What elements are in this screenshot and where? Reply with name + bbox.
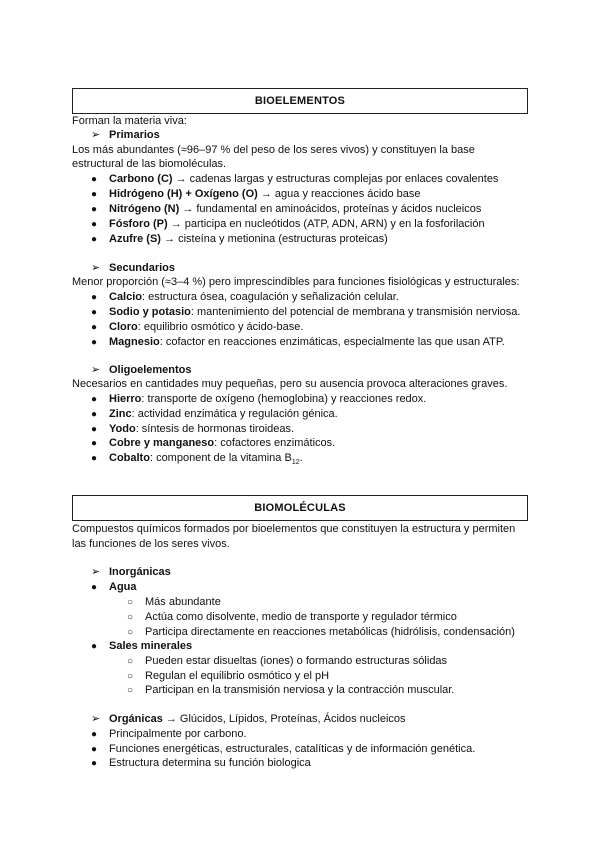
item-desc: Estructura determina su función biologica <box>109 757 311 769</box>
subheading-primarios <box>91 128 160 142</box>
subheading-secundarios <box>91 261 175 275</box>
bullet-icon: ● <box>91 438 98 449</box>
subscript: 12 <box>291 459 300 467</box>
section-title-text: BIOELEMENTOS <box>254 95 346 107</box>
item-term: Agua <box>109 581 137 593</box>
bullet-icon: ● <box>91 292 98 303</box>
item-desc: : component de la vitamina B <box>149 452 292 464</box>
subheading-desc: → Glúcidos, Lípidos, Proteínas, Ácidos nucleicos <box>162 713 406 725</box>
item-term: Calcio <box>109 291 143 303</box>
item-term: Hidrógeno (H) + Oxígeno (O) <box>109 188 258 200</box>
bullet-icon: ● <box>91 394 98 405</box>
item-desc: Funciones energéticas, estructurales, catalíticas y de información genética. <box>109 743 476 755</box>
item-desc: : equilibrio osmótico y ácido-base. <box>137 321 304 333</box>
list-item <box>91 320 303 335</box>
paragraph-line: las funciones de los seres vivos. <box>72 538 230 550</box>
section-title-bioelementos <box>72 88 528 114</box>
bullet-icon: ● <box>91 337 98 348</box>
circle-bullet-icon: ○ <box>127 627 134 638</box>
item-desc: → agua y reacciones ácido base <box>257 188 421 200</box>
list-item <box>91 451 303 466</box>
list-item <box>91 305 520 320</box>
circle-bullet-icon: ○ <box>127 685 134 696</box>
bullet-icon: ● <box>91 322 98 333</box>
item-desc: : cofactores enzimáticos. <box>214 437 336 449</box>
list-item <box>91 335 505 350</box>
item-term: Yodo <box>109 423 136 435</box>
item-desc: Participan en la transmisión nerviosa y la contracción muscular. <box>145 684 455 696</box>
sublist-item <box>127 595 221 610</box>
bullet-icon: ● <box>91 307 98 318</box>
sublist-item <box>127 683 454 698</box>
bullet-icon: ● <box>91 729 98 740</box>
bullet-icon: ● <box>91 234 98 245</box>
arrow-icon: ➢ <box>91 364 101 376</box>
item-desc: : síntesis de hormonas tiroideas. <box>135 423 295 435</box>
item-desc-end: . <box>299 452 303 464</box>
item-desc: Más abundante <box>145 596 221 608</box>
subheading-inorganicas <box>91 565 171 579</box>
item-term: Zinc <box>109 408 132 420</box>
item-term: Cobre y manganeso <box>109 437 215 449</box>
subheading-text: Primarios <box>109 129 160 141</box>
item-desc: Principalmente por carbono. <box>109 728 247 740</box>
bullet-icon: ● <box>91 174 98 185</box>
item-term: Carbono (C) <box>109 173 173 185</box>
list-item-agua <box>91 580 137 595</box>
subheading-text: Orgánicas <box>109 713 163 725</box>
arrow-icon: ➢ <box>91 129 101 141</box>
arrow-icon: ➢ <box>91 262 101 274</box>
item-term: Nitrógeno (N) <box>109 203 180 215</box>
list-item-sales <box>91 639 192 654</box>
item-desc: → participa en nucleótidos (ATP, ADN, ARN) y en la fosforilación <box>167 218 485 230</box>
item-desc: : estructura ósea, coagulación y señalización celular. <box>142 291 399 303</box>
subheading-oligoelementos <box>91 363 192 377</box>
subheading-text: Oligoelementos <box>109 364 192 376</box>
bullet-icon: ● <box>91 744 98 755</box>
item-term: Sodio y potasio <box>109 306 191 318</box>
item-term: Azufre (S) <box>109 233 161 245</box>
item-term: Magnesio <box>109 336 160 348</box>
item-term: Cobalto <box>109 452 150 464</box>
paragraph-line: estructural de las biomoléculas. <box>72 158 227 170</box>
paragraph-line: Compuestos químicos formados por bioelementos que constituyen la estructura y permiten <box>72 523 516 535</box>
intro-text: Forman la materia viva: <box>72 115 187 127</box>
bullet-icon: ● <box>91 424 98 435</box>
item-desc: → fundamental en aminoácidos, proteínas y ácidos nucleicos <box>179 203 482 215</box>
list-item <box>91 232 388 247</box>
bullet-icon: ● <box>91 219 98 230</box>
sublist-item <box>127 654 447 669</box>
bullet-icon: ● <box>91 204 98 215</box>
bullet-icon: ● <box>91 758 98 769</box>
list-item <box>91 407 338 422</box>
circle-bullet-icon: ○ <box>127 612 134 623</box>
list-item <box>91 727 247 742</box>
section-title-text: BIOMOLÉCULAS <box>254 502 346 514</box>
subheading-text: Inorgánicas <box>109 566 171 578</box>
list-item <box>91 436 335 451</box>
item-term: Fósforo (P) <box>109 218 168 230</box>
list-item <box>91 290 399 305</box>
item-term: Hierro <box>109 393 142 405</box>
subheading-text: Secundarios <box>109 262 176 274</box>
item-desc: : actividad enzimática y regulación génica. <box>131 408 338 420</box>
paragraph-line: Los más abundantes (≈96–97 % del peso de los seres vivos) y constituyen la base <box>72 144 475 156</box>
bullet-icon: ● <box>91 582 98 593</box>
circle-bullet-icon: ○ <box>127 671 134 682</box>
arrow-icon: ➢ <box>91 566 101 578</box>
item-term: Sales minerales <box>109 640 193 652</box>
bullet-icon: ● <box>91 409 98 420</box>
list-item <box>91 202 481 217</box>
item-term: Cloro <box>109 321 138 333</box>
list-item <box>91 172 498 187</box>
circle-bullet-icon: ○ <box>127 597 134 608</box>
subheading-organicas <box>91 712 406 726</box>
bullet-icon: ● <box>91 189 98 200</box>
section-title-biomoleculas <box>72 495 528 521</box>
arrow-icon: ➢ <box>91 713 101 725</box>
item-desc: : mantenimiento del potencial de membrana y transmisión nerviosa. <box>190 306 521 318</box>
list-item <box>91 422 294 437</box>
item-desc: Regulan el equilibrio osmótico y el pH <box>145 670 330 682</box>
sublist-item <box>127 669 329 684</box>
bullet-icon: ● <box>91 641 98 652</box>
item-desc: Pueden estar disueltas (iones) o formando estructuras sólidas <box>145 655 448 667</box>
item-desc: → cisteína y metionina (estructuras proteicas) <box>160 233 388 245</box>
bullet-icon: ● <box>91 453 98 464</box>
list-item <box>91 742 475 757</box>
sublist-item <box>127 610 457 625</box>
item-desc: Participa directamente en reacciones metabólicas (hidrólisis, condensación) <box>145 626 515 638</box>
list-item <box>91 756 311 771</box>
paragraph-line: Menor proporción (≈3–4 %) pero imprescindibles para funciones fisiológicas y estructurales: <box>72 276 520 288</box>
item-desc: : transporte de oxígeno (hemoglobina) y reacciones redox. <box>141 393 427 405</box>
list-item <box>91 187 420 202</box>
sublist-item <box>127 625 515 640</box>
circle-bullet-icon: ○ <box>127 656 134 667</box>
item-desc: → cadenas largas y estructuras complejas por enlaces covalentes <box>172 173 499 185</box>
item-desc: Actúa como disolvente, medio de transporte y regulador térmico <box>145 611 457 623</box>
item-desc: : cofactor en reacciones enzimáticas, especialmente las que usan ATP. <box>159 336 505 348</box>
list-item <box>91 217 485 232</box>
list-item <box>91 392 426 407</box>
paragraph-line: Necesarios en cantidades muy pequeñas, pero su ausencia provoca alteraciones graves. <box>72 378 508 390</box>
